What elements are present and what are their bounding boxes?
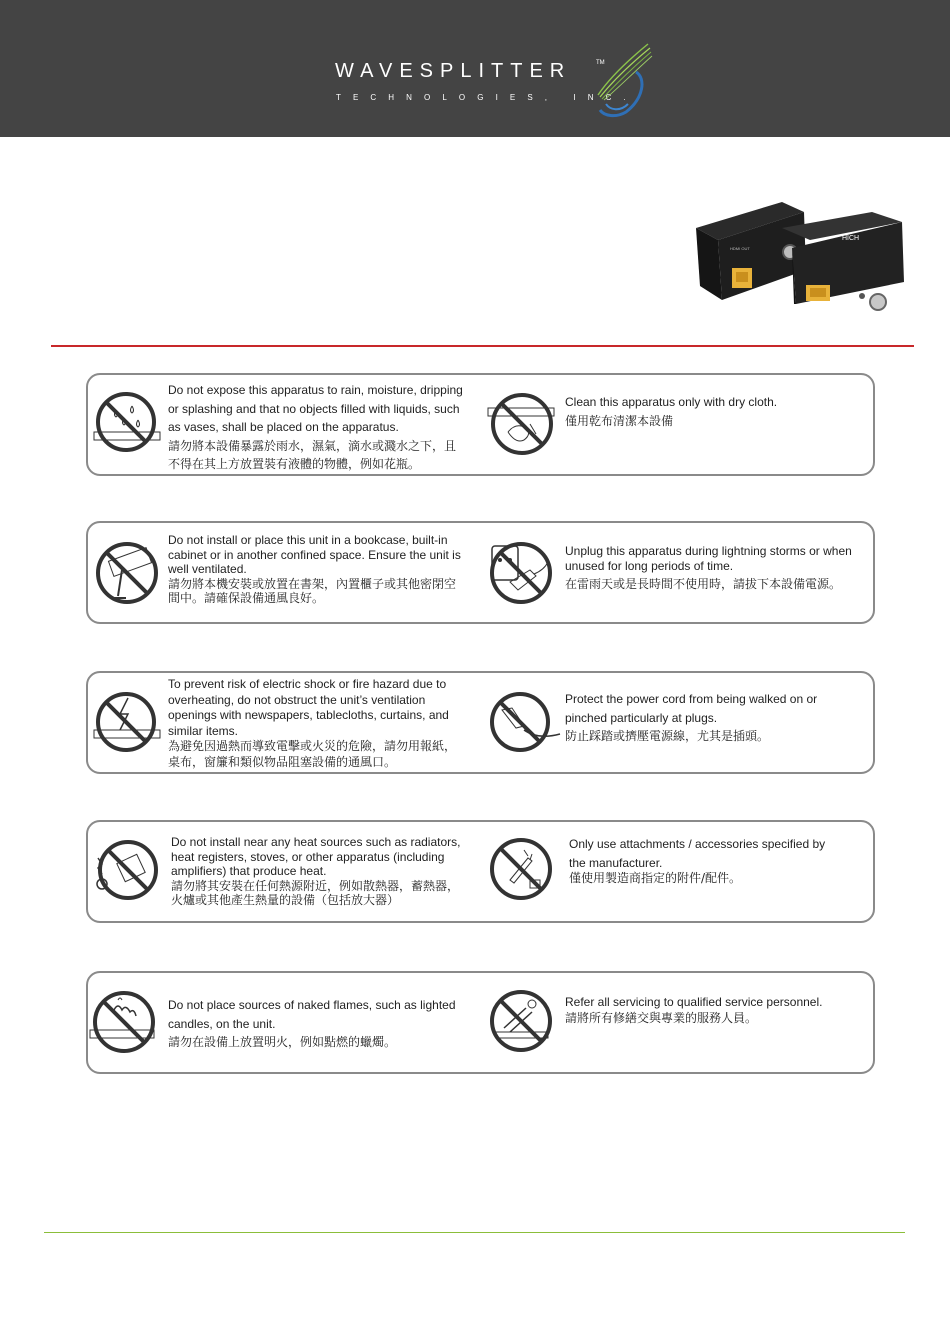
- brand-swoosh-icon: [596, 40, 654, 120]
- no-confined-space-icon: [94, 540, 160, 606]
- no-self-service-icon: [486, 988, 556, 1054]
- panel-1-left-text: Do not expose this apparatus to rain, moisture, dripping or splashing and that no objects filled with liquids, such as vases, shall be placed on the apparatus. 請勿將本設備暴露於雨水，濕氣，滴水或濺水之下，且 不得在其上方放置裝有液體的物體，例如花瓶。: [168, 383, 463, 471]
- panel-5-left-text: Do not place sources of naked flames, such as lighted candles, on the unit. 請勿在設備上放置明火，例如點燃的蠟燭。: [168, 998, 456, 1049]
- footer-divider-green: [44, 1232, 905, 1233]
- product-photo: [692, 190, 922, 320]
- section-divider-red: [51, 345, 914, 347]
- panel-3-right-text: Protect the power cord from being walked on or pinched particularly at plugs. 防止踩踏或擠壓電源線，尤其是插頭。: [565, 692, 818, 743]
- panel-5-right-text: Refer all servicing to qualified service personnel. 請將所有修繕交與專業的服務人員。: [565, 995, 823, 1025]
- panel-3-left-text: To prevent risk of electric shock or fire hazard due to overheating, do not obstruct the unit’s ventilation openings with newspapers, tablecloths, curtains, and similar items. 為避免因過熱而導致電擊或火災的危險，請勿用報紙， 桌布，窗簾和類似物品阻塞設備的通風口。: [168, 677, 457, 769]
- no-water-icon: [92, 392, 162, 454]
- product-port-label: HDMI OUT: [730, 246, 750, 251]
- brand-subtitle: TECHNOLOGIES, INC.: [336, 93, 638, 102]
- header-banner: [0, 0, 950, 137]
- no-open-flame-icon: [88, 990, 158, 1056]
- trademark-mark: TM: [596, 60, 605, 66]
- panel-4-right-text: Only use attachments / accessories specified by the manufacturer. 僅使用製造商指定的附件/配件。: [569, 837, 826, 885]
- protect-cord-icon: [488, 690, 564, 754]
- no-unspecified-accessories-icon: [486, 836, 556, 902]
- panel-2-right-text: Unplug this apparatus during lightning storms or when unused for long periods of time. 在雷雨天或是長時間不使用時，請拔下本設備電源。: [565, 544, 852, 591]
- brand-logo-text: WAVESPLITTER: [335, 60, 572, 82]
- panel-2-left-text: Do not install or place this unit in a bookcase, built-in cabinet or in another confined space. Ensure the unit is well ventilated. 請勿將本機安裝或放置在書架，內置櫃子或其他密閉空 間中。請確保設備通風良好。: [168, 533, 461, 605]
- panel-4-left-text: Do not install near any heat sources such as radiators, heat registers, stoves, or other apparatus (including amplifiers) that produce heat. 請勿將其安裝在任何熱源附近，例如散熱器，蓄熱器， 火爐或其他產生熱量的設備（包括放大器）: [171, 835, 461, 907]
- no-ventilation-block-icon: [92, 690, 162, 754]
- product-label: HICH: [842, 235, 860, 242]
- no-wet-cloth-icon: [486, 392, 556, 456]
- no-heat-source-icon: [90, 838, 160, 902]
- panel-1-right-text: Clean this apparatus only with dry cloth. 僅用乾布清潔本設備: [565, 395, 778, 428]
- unplug-icon: [488, 540, 554, 606]
